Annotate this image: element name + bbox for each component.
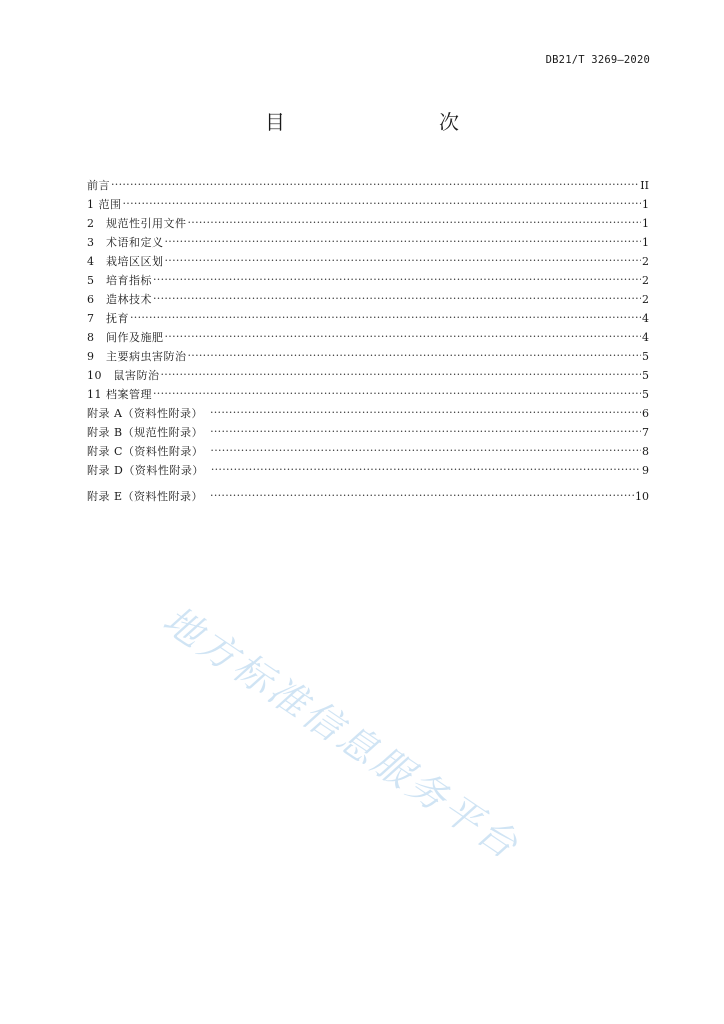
toc-entry-foreword[interactable] <box>87 176 649 195</box>
toc-page-number: 6 <box>642 407 649 420</box>
toc-entry-label: 附录 D（资料性附录） <box>87 464 210 477</box>
toc-entry-label: 8 间作及施肥 <box>87 331 164 344</box>
toc-page-number: II <box>640 179 649 192</box>
toc-page-number: 2 <box>642 293 649 306</box>
toc-entry-appendix-b[interactable] <box>87 423 649 442</box>
toc-entry-appendix-a[interactable] <box>87 404 649 423</box>
toc-entry-appendix-d[interactable] <box>87 461 649 480</box>
toc-entry-intercropping[interactable] <box>87 328 649 347</box>
toc-entry-label: 附录 A（资料性附录） <box>87 407 209 420</box>
toc-entry-label: 10 鼠害防治 <box>87 369 160 382</box>
toc-entry-label: 9 主要病虫害防治 <box>87 350 187 363</box>
toc-dot-leader <box>210 422 641 441</box>
toc-page-number: 4 <box>642 312 649 325</box>
toc-dot-leader <box>153 289 641 308</box>
toc-page-number: 9 <box>642 464 649 477</box>
toc-entry-afforestation[interactable] <box>87 290 649 309</box>
toc-dot-leader <box>211 460 641 479</box>
toc-entry-label: 前言 <box>87 179 110 192</box>
toc-dot-leader <box>188 346 642 365</box>
toc-page-number: 2 <box>642 274 649 287</box>
toc-dot-leader <box>111 175 639 194</box>
toc-dot-leader <box>153 270 641 289</box>
toc-dot-leader <box>161 365 642 384</box>
toc-dot-leader <box>210 441 641 460</box>
toc-entry-normative-references[interactable] <box>87 214 649 233</box>
toc-page-number: 8 <box>642 445 649 458</box>
toc-entry-tending[interactable] <box>87 309 649 328</box>
toc-entry-appendix-e[interactable] <box>87 487 649 506</box>
toc-page-number: 4 <box>642 331 649 344</box>
toc-entry-records[interactable] <box>87 385 649 404</box>
toc-page-number: 10 <box>635 490 649 503</box>
watermark: 地方标准信息服务平台 <box>155 597 529 869</box>
toc-entry-label: 11 档案管理 <box>87 388 152 401</box>
toc-entry-label: 7 抚育 <box>87 312 129 325</box>
toc-entry-label: 1 范围 <box>87 198 122 211</box>
toc-entry-appendix-c[interactable] <box>87 442 649 461</box>
toc-entry-scope[interactable] <box>87 195 649 214</box>
toc-dot-leader <box>165 251 642 270</box>
toc-entry-terms-definitions[interactable] <box>87 233 649 252</box>
toc-entry-label: 2 规范性引用文件 <box>87 217 187 230</box>
toc-page-number: 5 <box>642 369 649 382</box>
toc-entry-label: 5 培育指标 <box>87 274 152 287</box>
table-of-contents <box>87 176 649 506</box>
toc-page-number: 5 <box>642 350 649 363</box>
toc-entry-label: 4 栽培区区划 <box>87 255 164 268</box>
document-code: DB21/T 3269—2020 <box>545 54 650 66</box>
toc-entry-label: 3 术语和定义 <box>87 236 164 249</box>
toc-dot-leader <box>165 327 642 346</box>
toc-entry-pest-control[interactable] <box>87 347 649 366</box>
toc-entry-label: 附录 E（资料性附录） <box>87 490 210 503</box>
toc-page-number: 7 <box>642 426 649 439</box>
toc-page-number: 1 <box>642 198 649 211</box>
toc-entry-label: 附录 B（规范性附录） <box>87 426 210 439</box>
toc-entry-label: 6 造林技术 <box>87 293 152 306</box>
toc-entry-label: 附录 C（资料性附录） <box>87 445 210 458</box>
toc-page-number: 5 <box>642 388 649 401</box>
toc-page-number: 2 <box>642 255 649 268</box>
toc-dot-leader <box>188 213 642 232</box>
toc-dot-leader <box>165 232 642 251</box>
toc-dot-leader <box>210 403 641 422</box>
toc-dot-leader <box>153 384 641 403</box>
toc-dot-leader <box>130 308 641 327</box>
toc-page-number: 1 <box>642 236 649 249</box>
toc-entry-cultivation-zoning[interactable] <box>87 252 649 271</box>
toc-entry-rodent-control[interactable] <box>87 366 649 385</box>
toc-dot-leader <box>123 194 642 213</box>
toc-dot-leader <box>210 486 634 505</box>
toc-page-number: 1 <box>642 217 649 230</box>
page-title: 目 次 <box>265 110 497 134</box>
toc-entry-cultivation-indicators[interactable] <box>87 271 649 290</box>
